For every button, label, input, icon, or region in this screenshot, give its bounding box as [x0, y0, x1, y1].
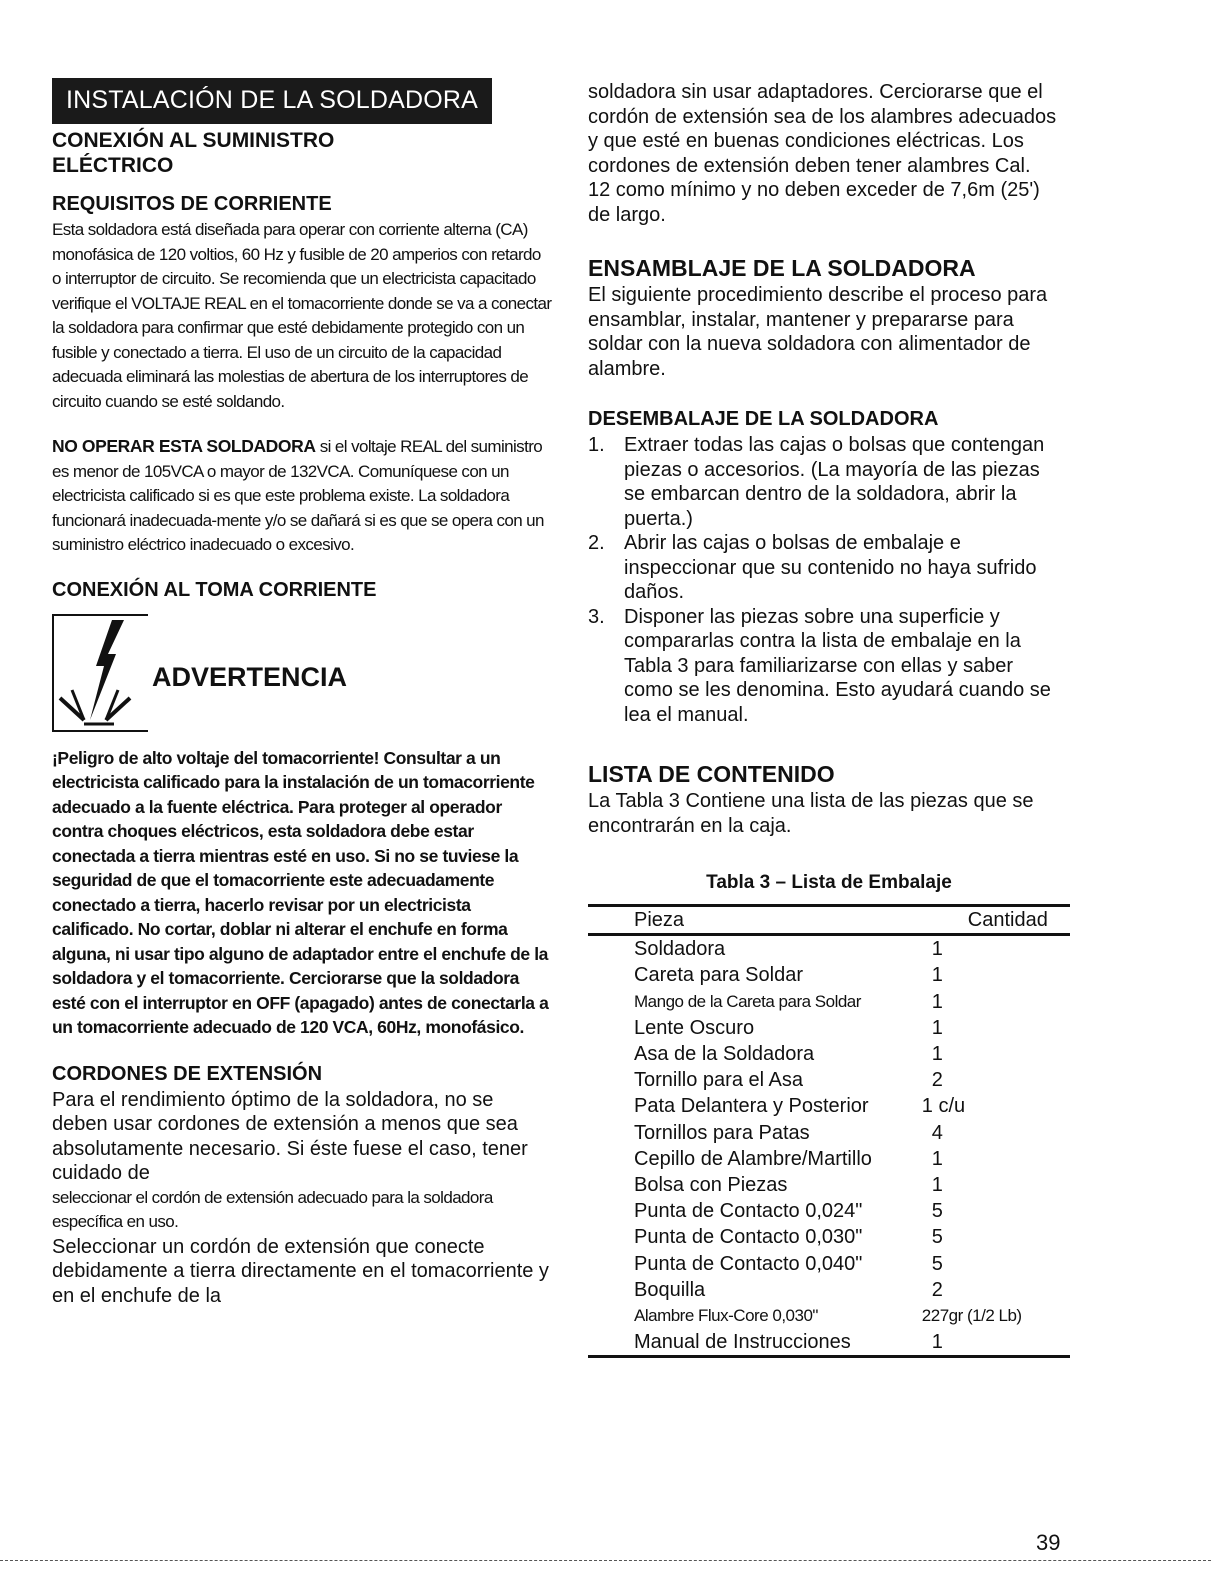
cell-cantidad: 1: [931, 1043, 943, 1066]
table-row: [588, 1329, 1070, 1355]
list-item: 1. Extraer todas las cajas o bolsas que contengan piezas o accesorios. (La mayoría de las piezas se embarcan dentro de la soldadora, abrir la puerta.): [588, 434, 1045, 530]
cordones-text-3: Seleccionar un cordón de extensión que conecte debidamente a tierra directamente en el tomacorriente y en el enchufe de la: [52, 1235, 549, 1307]
cell-pieza: Careta para Soldar: [634, 964, 803, 987]
table-caption: Tabla 3 – Lista de Embalaje: [706, 872, 952, 893]
table-row: [588, 1303, 1070, 1329]
req-heading: REQUISITOS DE CORRIENTE: [52, 193, 332, 215]
table-row: [588, 1093, 1070, 1119]
cell-pieza: Pata Delantera y Posterior: [634, 1095, 869, 1118]
cell-cantidad: 1: [931, 1331, 943, 1354]
list-item: 2. Abrir las cajas o bolsas de embalaje e inspeccionar que su contenido no haya sufrido daños.: [588, 532, 1037, 603]
desembalaje-heading: DESEMBALAJE DE LA SOLDADORA: [588, 408, 939, 430]
cell-pieza: Asa de la Soldadora: [634, 1043, 815, 1066]
table-row: [588, 1251, 1070, 1277]
table-row: [588, 1067, 1070, 1093]
no-operar-text: si el voltaje REAL del suministro es menor de 105VCA o mayor de 132VCA. Comuníquese con un electricista calificado si es que este problema existe. La soldadora funcionará inadecuada-mente y/o se dañará si es que se opera con un suministro eléctrico inadecuado o excesivo.: [52, 437, 544, 554]
no-operar-bold: NO OPERAR ESTA SOLDADORA: [52, 436, 316, 456]
cordones-text-1: Para el rendimiento óptimo de la soldadora, no se deben usar cordones de extensión a menos que sea absolutamente necesario. Si éste fuese el caso, tener cuidado de: [52, 1088, 528, 1184]
no-operar-paragraph: [52, 434, 552, 558]
high-voltage-icon: [52, 614, 148, 732]
cell-pieza: Soldadora: [634, 938, 726, 961]
cell-pieza: Cepillo de Alambre/Martillo: [634, 1147, 872, 1170]
table-row: [588, 1146, 1070, 1172]
table-row: [588, 1198, 1070, 1224]
req-text: Esta soldadora está diseñada para operar con corriente alterna (CA) monofásica de 120 voltios, 60 Hz y fusible de 20 amperios con retardo o interruptor de circuito. Se recomienda que un electricista capacitado verifique el VOLTAJE REAL en el tomacorriente donde se va a conectar la soldadora para confirmar que esté debidamente protegido con un fusible y conectado a tierra. El uso de un circuito de la capacidad adecuada eliminará las molestias de abertura de los interruptores de circuito cuando se esté soldando.: [52, 220, 552, 411]
lista-heading: LISTA DE CONTENIDO: [588, 761, 835, 787]
cell-cantidad: 1: [931, 1174, 943, 1197]
lista-text: La Tabla 3 Contiene una lista de las piezas que se encontrarán en la caja.: [588, 790, 1034, 837]
cell-cantidad: 5: [931, 1252, 943, 1275]
list-item: 3. Disponer las piezas sobre una superficie y compararlas contra la lista de embalaje en la Tabla 3 para familiarizarse con ellas y saber como se les denomina. Esto ayudará cuando se lea el manual.: [588, 605, 1051, 726]
table-row: [588, 1224, 1070, 1250]
ensamblaje-heading: ENSAMBLAJE DE LA SOLDADORA: [588, 255, 976, 281]
page-edge-rule: [0, 1560, 1211, 1561]
toma-heading: CONEXIÓN AL TOMA CORRIENTE: [52, 578, 377, 601]
cell-cantidad: 1: [931, 964, 943, 987]
cell-cantidad: 1: [931, 1147, 943, 1170]
table-row: [588, 1277, 1070, 1303]
cell-cantidad: 227gr (1/2 Lb): [921, 1306, 1022, 1326]
table-row: [588, 989, 1070, 1015]
table-header-row: [588, 907, 1070, 935]
page-number: 39: [1036, 1530, 1061, 1555]
warning-text: ¡Peligro de alto voltaje del tomacorriente! Consultar a un electricista calificado para la instalación de un tomacorriente adecuado a la fuente eléctrica. Para proteger al operador contra choques eléctricos, esta soldadora debe estar conectada a tierra mientras esté en uso. Si no se tuviese la seguridad de que el tomacorriente este adecuadamente conectado a tierra, hacerlo revisar por un electricista calificado. No cortar, doblar ni alterar el enchufe en forma alguna, ni usar tipo alguno de adaptador entre el enchufe de la soldadora y el tomacorriente. Cerciorarse que la soldadora esté con el interruptor en OFF (apagado) antes de conectarla a un tomacorriente adecuado de 120 VCA, 60Hz, monofásico.: [52, 747, 549, 1037]
cell-pieza: Tornillos para Patas: [634, 1121, 810, 1144]
cell-pieza: Punta de Contacto 0,024": [634, 1200, 863, 1223]
cell-pieza: Mango de la Careta para Soldar: [634, 991, 861, 1011]
header-pieza: Pieza: [634, 909, 685, 931]
packing-table: [588, 907, 1070, 1355]
cell-cantidad: 2: [931, 1069, 943, 1092]
cell-cantidad: 1: [931, 938, 943, 961]
header-cantidad: Cantidad: [967, 909, 1048, 931]
steps-list: [588, 433, 1058, 727]
section-title: CONEXIÓN AL SUMINISTRO ELÉCTRICO: [52, 129, 335, 177]
table-bottom-rule: [588, 1355, 1070, 1358]
table-row: [588, 935, 1070, 963]
warning-label: ADVERTENCIA: [152, 661, 348, 692]
cell-pieza: Punta de Contacto 0,040": [634, 1252, 863, 1275]
cordones-text-2: seleccionar el cordón de extensión adecuado para la soldadora específica en uso.: [52, 1187, 493, 1231]
left-column: [52, 78, 552, 1308]
section-banner: INSTALACIÓN DE LA SOLDADORA: [52, 78, 492, 124]
cell-pieza: Boquilla: [634, 1278, 706, 1301]
cell-pieza: Punta de Contacto 0,030": [634, 1226, 863, 1249]
cell-cantidad: 1: [931, 1016, 943, 1039]
cell-pieza: Manual de Instrucciones: [634, 1331, 851, 1354]
cell-pieza: Lente Oscuro: [634, 1016, 755, 1039]
right-column: [588, 80, 1058, 1358]
cell-cantidad: 1: [931, 990, 943, 1013]
cell-cantidad: 5: [931, 1226, 943, 1249]
table-row: [588, 1015, 1070, 1041]
table-body: [588, 935, 1070, 1356]
table-row: [588, 962, 1070, 988]
cell-pieza: Alambre Flux-Core 0,030": [634, 1306, 818, 1326]
cell-pieza: Tornillo para el Asa: [634, 1069, 803, 1092]
warning-block: [52, 614, 552, 732]
continued-text: soldadora sin usar adaptadores. Cerciorarse que el cordón de extensión sea de los alambres adecuados y que esté en buenas condiciones eléctricas. Los cordones de extensión deben tener alambres Cal. 12 como mínimo y no deben exceder de 7,6m (25') de largo.: [588, 81, 1057, 226]
ensamblaje-text: El siguiente procedimiento describe el proceso para ensamblar, instalar, mantener y prepararse para soldar con la nueva soldadora con alimentador de alambre.: [588, 284, 1048, 380]
cell-cantidad: 4: [931, 1121, 943, 1144]
table-row: [588, 1041, 1070, 1067]
table-row: [588, 1120, 1070, 1146]
cell-pieza: Bolsa con Piezas: [634, 1174, 788, 1197]
cordones-heading: CORDONES DE EXTENSIÓN: [52, 1062, 323, 1085]
cell-cantidad: 2: [931, 1278, 943, 1301]
cell-cantidad: 5: [931, 1200, 943, 1223]
table-row: [588, 1172, 1070, 1198]
cell-cantidad: 1 c/u: [921, 1095, 966, 1118]
